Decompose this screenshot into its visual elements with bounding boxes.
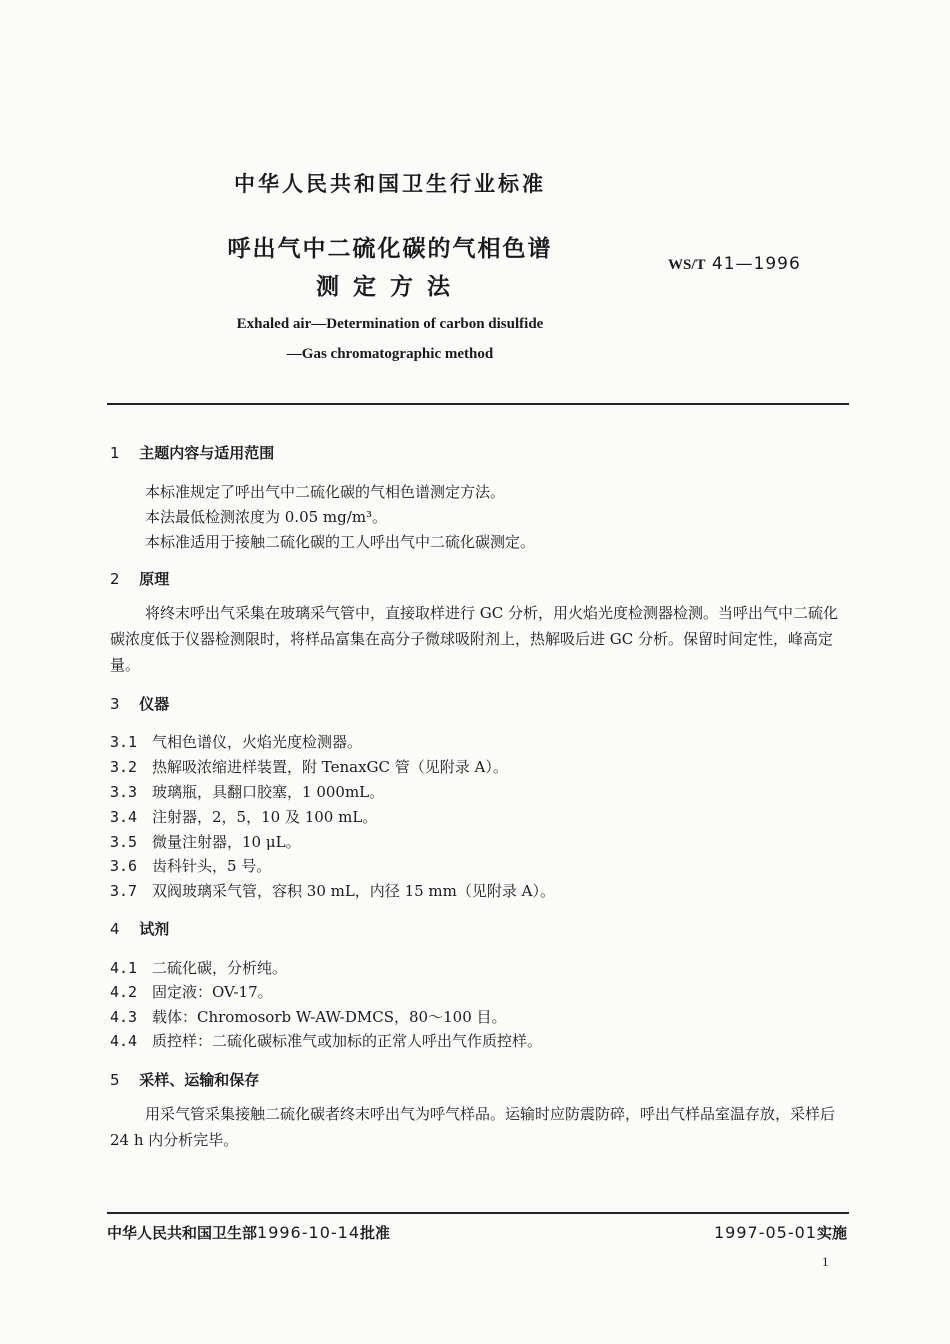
title-en-line1: Exhaled air—Determination of carbon disulfide [236,316,544,332]
section-1-line: 本法最低检测浓度为 0.05 mg/m³。 [145,508,388,526]
list-item: 3.1 气相色谱仪，火焰光度检测器。 [110,733,363,751]
section-2-title: 原理 [139,570,170,588]
section-2-paragraph: 将终末呼出气采集在玻璃采气管中，直接取样进行 GC 分析，用火焰光度检测器检测。当呼出气中二硫化碳浓度低于仪器检测限时，将样品富集在高分子微球吸附剂上，热解吸后进 GC 分析。保留时间定性，峰高定量。 [110,604,839,674]
title-cn-line1: 呼出气中二硫化碳的气相色谱 [227,236,553,262]
list-item: 4.3 载体：Chromosorb W-AW-DMCS，80～100 目。 [110,1008,507,1026]
list-item: 3.7 双阀玻璃采气管，容积 30 mL，内径 15 mm（见附录 A）。 [110,882,555,900]
standard-code-prefix: WS/T [668,257,706,273]
list-item: 3.4 注射器，2，5，10 及 100 mL。 [110,808,378,826]
section-1-number: 1 [110,444,120,462]
page-number: 1 [822,1254,829,1269]
title-en-line2: —Gas chromatographic method [286,346,494,362]
list-item: 4.4 质控样：二硫化碳标准气或加标的正常人呼出气作质控样。 [110,1032,543,1050]
approval-date: 1996-10-14 [257,1223,360,1242]
list-item: 3.2 热解吸浓缩进样装置，附 TenaxGC 管（见附录 A）。 [110,758,508,776]
approval-label: 批准 [360,1224,391,1242]
section-5-title: 采样、运输和保存 [139,1071,260,1089]
effective-label: 实施 [816,1224,847,1242]
list-item: 3.6 齿科针头，5 号。 [110,857,272,875]
footer-divider [107,1212,849,1214]
section-4-number: 4 [110,920,120,938]
section-3-title: 仪器 [139,695,170,713]
standard-code [668,254,801,274]
section-4-heading [110,918,169,939]
section-1-heading [110,442,274,463]
list-item: 4.2 固定液：OV-17。 [110,983,273,1001]
section-5-number: 5 [110,1071,120,1089]
list-item: 3.3 玻璃瓶，具翻口胶塞，1 000mL。 [110,783,385,801]
section-5-paragraph: 用采气管采集接触二硫化碳者终末呼出气为呼气样品。运输时应防震防碎，呼出气样品室温存放，采样后 24 h 内分析完毕。 [110,1105,836,1149]
section-1-line: 本标准适用于接触二硫化碳的工人呼出气中二硫化碳测定。 [145,533,536,551]
section-1-line: 本标准规定了呼出气中二硫化碳的气相色谱测定方法。 [145,483,506,501]
title-cn-line2: 测定方法 [316,274,464,300]
standard-category: 中华人民共和国卫生行业标准 [234,172,546,196]
section-3-heading [110,693,169,714]
approval-statement [107,1222,390,1243]
issuer: 中华人民共和国卫生部 [107,1224,258,1242]
section-1-title: 主题内容与适用范围 [139,444,275,462]
effective-date: 1997-05-01 [714,1223,817,1242]
section-5-heading [110,1069,259,1090]
section-2-number: 2 [110,570,120,588]
standard-code-number: 41—1996 [711,254,801,274]
list-item: 3.5 微量注射器，10 μL。 [110,833,301,851]
effective-statement [714,1222,847,1243]
section-2-heading [110,568,169,589]
header-divider [107,403,849,405]
list-item: 4.1 二硫化碳，分析纯。 [110,959,288,977]
section-4-title: 试剂 [139,920,170,938]
section-3-number: 3 [110,695,120,713]
